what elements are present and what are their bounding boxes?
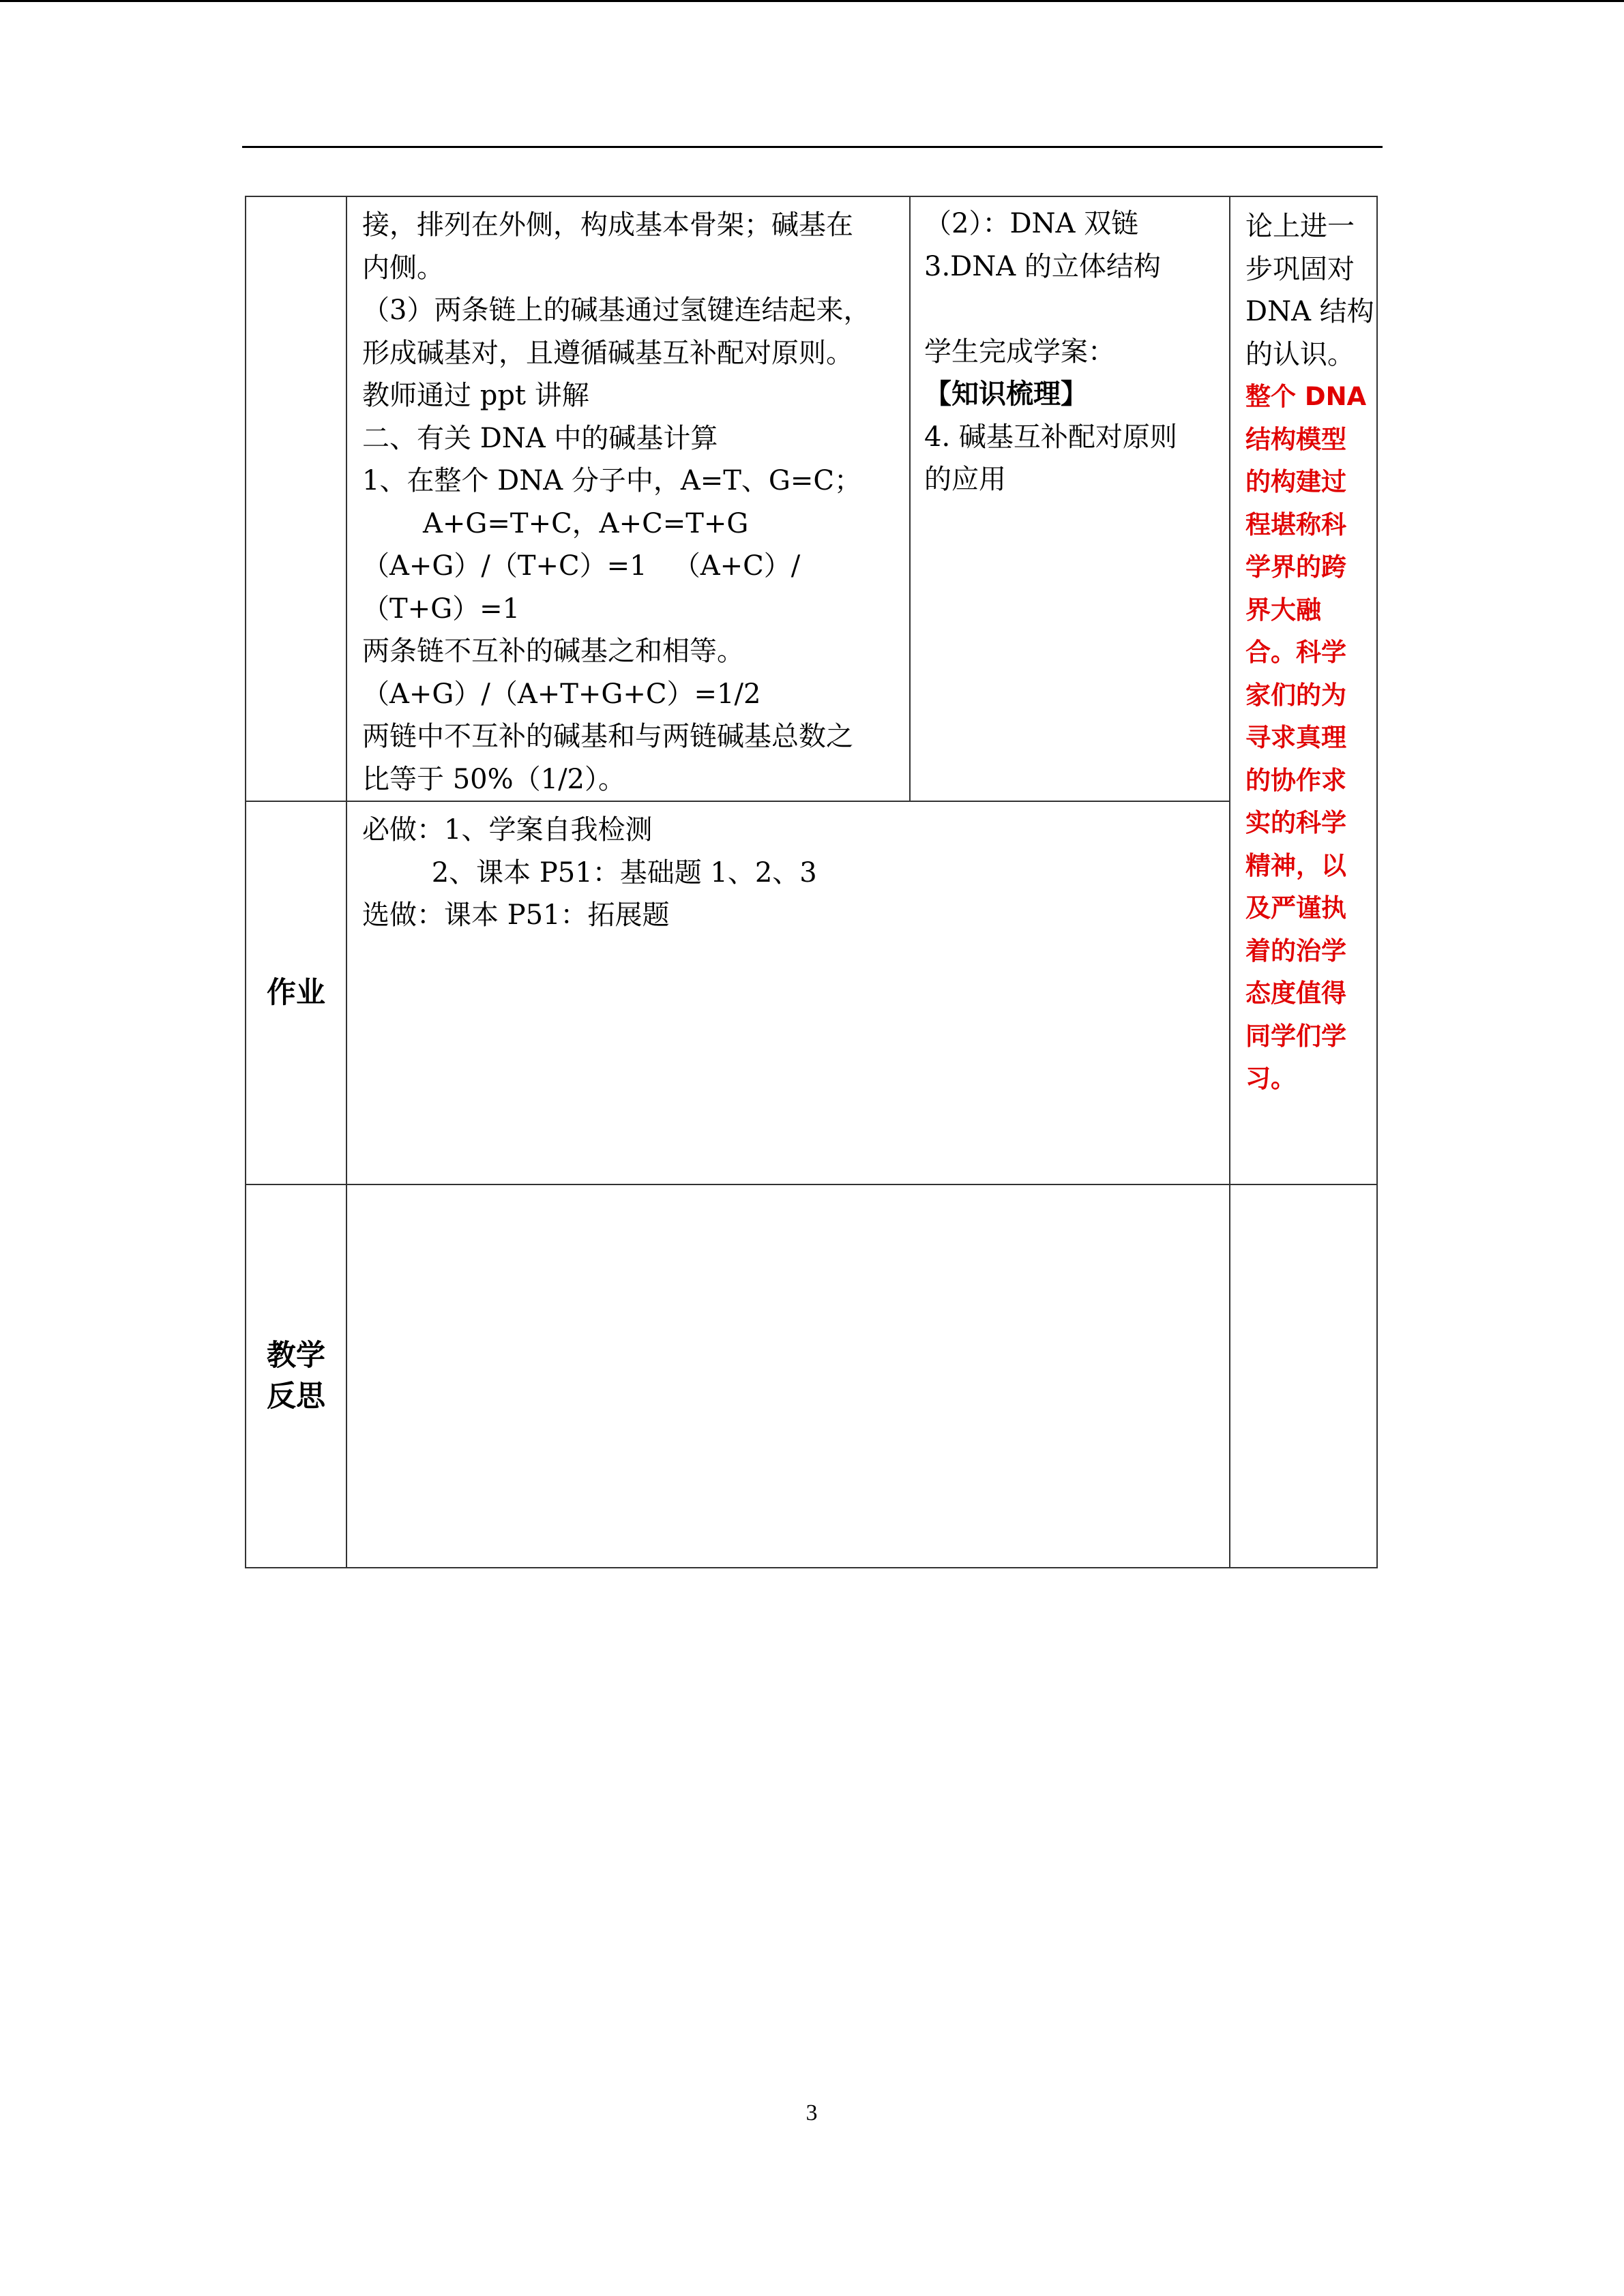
side-red-line: 精神，以 [1245,850,1346,880]
side-line: 的认识。 [1245,338,1355,370]
side-note-normal [1245,205,1374,376]
page-number: 3 [806,2100,818,2126]
knowledge-heading: 【知识梳理】 [924,378,1088,410]
content-line: A+G=T+C，A+C=T+G [362,507,749,539]
content-line: 内侧。 [362,252,444,284]
side-red-line: 同学们学 [1245,1021,1346,1051]
reflection-label-line: 教学 [267,1339,325,1373]
side-red-line: 的协作求 [1245,765,1346,795]
content-line: 形成碱基对，且遵循碱基互补配对原则。 [362,337,853,369]
content-line: 两链中不互补的碱基和与两链碱基总数之 [362,721,853,752]
table-row-teaching-process [246,196,1377,801]
homework-line: 2、课本 P51：基础题 1、2、3 [362,856,817,889]
content-line: 接，排列在外侧，构成基本骨架；碱基在 [362,209,853,241]
table-row-homework [246,801,1377,1184]
content-line: 二、有关 DNA 中的碱基计算 [362,422,718,454]
side-red-line: 实的科学 [1245,808,1346,837]
side-line: 论上进一 [1245,211,1355,242]
reflection-label-line: 反思 [267,1380,325,1414]
reflection-side-cell [1230,1184,1377,1568]
design-intent [1230,197,1376,1101]
label-cell-empty [246,196,346,801]
blank-line [924,288,1215,331]
student-activity [911,197,1229,501]
content-line: 1、在整个 DNA 分子中，A=T、G=C； [362,465,861,496]
side-red-line: 界大融 [1245,595,1321,625]
content-line: 教师通过 ppt 讲解 [362,380,589,411]
side-red-line: 整个 DNA [1245,382,1367,411]
student-line: 学生完成学案： [924,336,1115,368]
side-red-line: 学界的跨 [1245,552,1346,582]
student-line: 的应用 [924,464,1006,495]
student-line: 3.DNA 的立体结构 [924,250,1161,282]
table-row-reflection [246,1184,1377,1568]
student-line: 4. 碱基互补配对原则 [924,421,1177,453]
teacher-content [347,197,909,801]
teacher-content-cell [346,196,910,801]
homework-line: 选做：课本 P51：拓展题 [362,899,670,931]
side-red-line: 着的治学 [1245,936,1346,966]
design-intent-cell [1230,196,1377,1184]
side-red-line: 寻求真理 [1245,723,1346,752]
side-red-line: 习。 [1245,1064,1296,1093]
side-red-line: 家们的为 [1245,680,1346,710]
page-top-border [0,0,1624,2]
reflection-label-cell [246,1184,346,1568]
side-red-line: 合。科学 [1245,638,1346,667]
lesson-plan-table [245,196,1378,1568]
side-note-red [1245,376,1367,1101]
side-red-line: 程堪称科 [1245,509,1346,539]
homework-content-cell [346,801,1230,1184]
content-line: （A+G）/（T+C）=1 （A+C）/（T+G）=1 [362,550,801,625]
side-red-line: 及严谨执 [1245,893,1346,923]
content-line: 比等于 50%（1/2）。 [362,763,625,795]
homework-label-cell [246,801,346,1184]
student-activity-cell [910,196,1230,801]
content-line: （3）两条链上的碱基通过氢键连结起来， [362,295,871,326]
side-red-line: 的构建过 [1245,467,1346,496]
side-line: DNA 结构 [1245,296,1374,327]
homework-line: 必做：1、学案自我检测 [362,814,653,846]
homework-label: 作业 [267,976,325,1010]
side-red-line: 态度值得 [1245,979,1346,1008]
student-line: （2）：DNA 双链 [924,208,1139,239]
content-line: （A+G）/（A+T+G+C）=1/2 [362,678,761,710]
side-line: 步巩固对 [1245,253,1355,285]
side-red-line: 结构模型 [1245,424,1346,454]
reflection-content-cell [346,1184,1230,1568]
homework-content [347,802,1229,937]
header-rule [242,146,1383,148]
content-line: 两条链不互补的碱基之和相等。 [362,636,744,667]
